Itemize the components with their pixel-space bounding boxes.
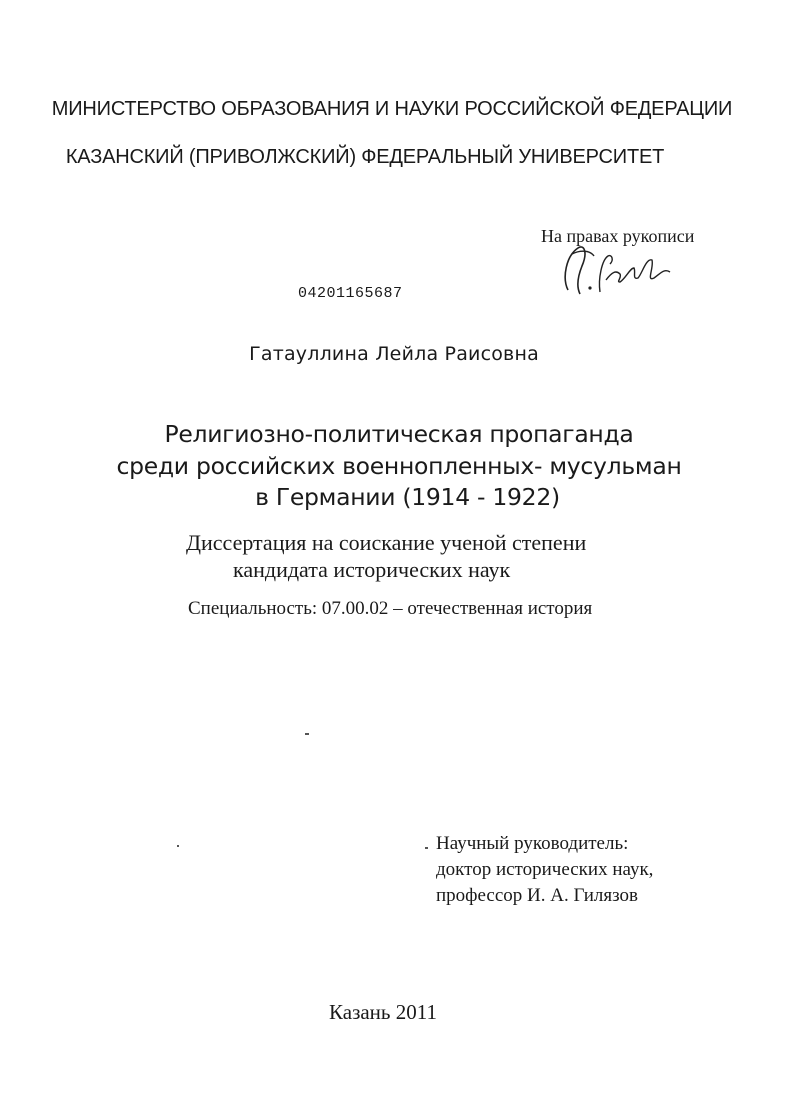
title-line-2: среди российских военнопленных- мусульман	[116, 452, 682, 480]
advisor-name: профессор И. А. Гилязов	[436, 885, 638, 906]
university-name: КАЗАНСКИЙ (ПРИВОЛЖСКИЙ) ФЕДЕРАЛЬНЫЙ УНИВЕРСИТЕТ	[65, 146, 665, 168]
specialty: Специальность: 07.00.02 – отечественная история	[188, 598, 593, 619]
manuscript-rights-note: На правах рукописи	[541, 226, 695, 246]
document-code: 04201165687	[298, 285, 403, 302]
advisor-label: Научный руководитель:	[436, 833, 629, 854]
degree-line-1: Диссертация на соискание ученой степени	[186, 530, 587, 555]
advisor-degree: доктор исторических наук,	[436, 859, 654, 880]
place-and-year: Казань 2011	[329, 1000, 437, 1024]
degree-line-2: кандидата исторических наук	[233, 557, 511, 582]
scan-speck	[425, 847, 428, 849]
author-name: Гатауллина Лейла Раисовна	[249, 343, 539, 365]
scan-speck	[177, 845, 179, 847]
title-line-3: в Германии (1914 - 1922)	[255, 483, 560, 511]
scan-speck	[305, 733, 309, 735]
author-signature	[550, 238, 680, 300]
title-line-1: Религиозно-политическая пропаганда	[164, 420, 634, 448]
ministry-name: МИНИСТЕРСТВО ОБРАЗОВАНИЯ И НАУКИ РОССИЙСКОЙ ФЕДЕРАЦИИ	[51, 98, 733, 120]
